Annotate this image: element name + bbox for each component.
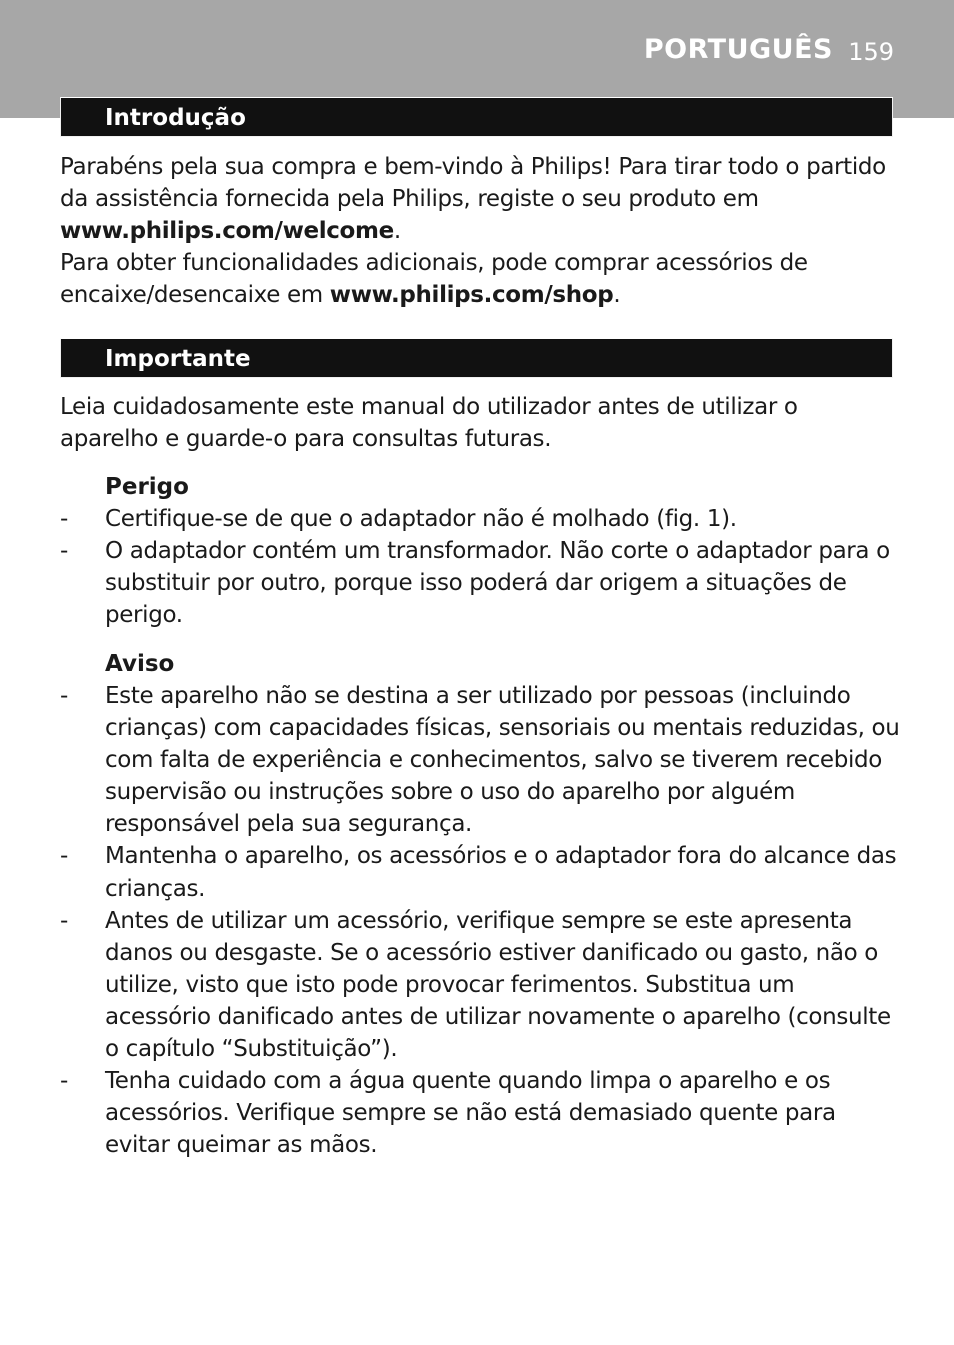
dash: - (60, 843, 68, 870)
dash: - (60, 683, 68, 709)
warning-list (60, 680, 900, 1161)
section-bar-important (60, 338, 893, 378)
dash: - (60, 506, 68, 532)
danger-heading: Perigo (105, 474, 189, 500)
warning-item-4: Tenha cuidado com a água quente quando limpa o aparelho e os acessórios. Verifique sempre se não está demasiado quente para evitar queimar as mãos. (105, 1068, 836, 1159)
list-item (60, 503, 900, 535)
intro-p1-end: . (393, 218, 401, 245)
language-title: PORTUGUÊS (643, 34, 833, 65)
warning-item-2: Mantenha o aparelho, os acessórios e o adaptador fora do alcance das crianças. (105, 843, 897, 902)
intro-paragraph-1 (60, 151, 895, 248)
section-title-important: Importante (105, 346, 251, 372)
dash: - (60, 538, 68, 565)
danger-item-1: Certifique-se de que o adaptador não é molhado (fig. 1). (105, 506, 737, 532)
intro-paragraph-2 (60, 247, 895, 311)
welcome-url: www.philips.com/welcome (60, 218, 394, 245)
list-item (60, 680, 900, 840)
intro-p1-text: Parabéns pela sua compra e bem-vindo à Philips! Para tirar todo o partido da assistência fornecida pela Philips, registe o seu produto em (60, 154, 886, 213)
dash: - (60, 1068, 68, 1095)
list-item (60, 535, 900, 631)
section-title-intro: Introdução (105, 105, 246, 131)
list-item (60, 905, 900, 1065)
list-item (60, 840, 900, 904)
danger-item-2: O adaptador contém um transformador. Não corte o adaptador para o substituir por outro, porque isso poderá dar origem a situações de perigo. (105, 538, 890, 629)
dash: - (60, 907, 68, 934)
intro-p2-text: Para obter funcionalidades adicionais, pode comprar acessórios de encaixe/desencaixe em (60, 250, 808, 309)
warning-item-1: Este aparelho não se destina a ser utilizado por pessoas (incluindo crianças) com capacidades físicas, sensoriais ou mentais reduzidas, ou com falta de experiência e conhecimentos, salvo se tiverem recebido supervisão ou instruções sobre o uso do aparelho por alguém responsável pela sua segurança. (105, 683, 900, 838)
list-item (60, 1065, 900, 1161)
warning-heading: Aviso (105, 651, 175, 677)
shop-url: www.philips.com/shop (329, 282, 614, 309)
danger-list (60, 503, 900, 631)
warning-item-3: Antes de utilizar um acessório, verifique sempre se este apresenta danos ou desgaste. Se o acessório estiver danificado ou gasto, não o utilize, visto que isto pode provocar ferimentos. Substitua um acessório danificado antes de utilizar novamente o aparelho (consulte o capítulo “Substituição”). (105, 907, 891, 1063)
page-number: 159 (848, 38, 894, 66)
important-intro: Leia cuidadosamente este manual do utilizador antes de utilizar o aparelho e guarde-o para consultas futuras. (60, 394, 798, 453)
section-bar-intro (60, 97, 893, 137)
intro-p2-end: . (613, 282, 621, 309)
